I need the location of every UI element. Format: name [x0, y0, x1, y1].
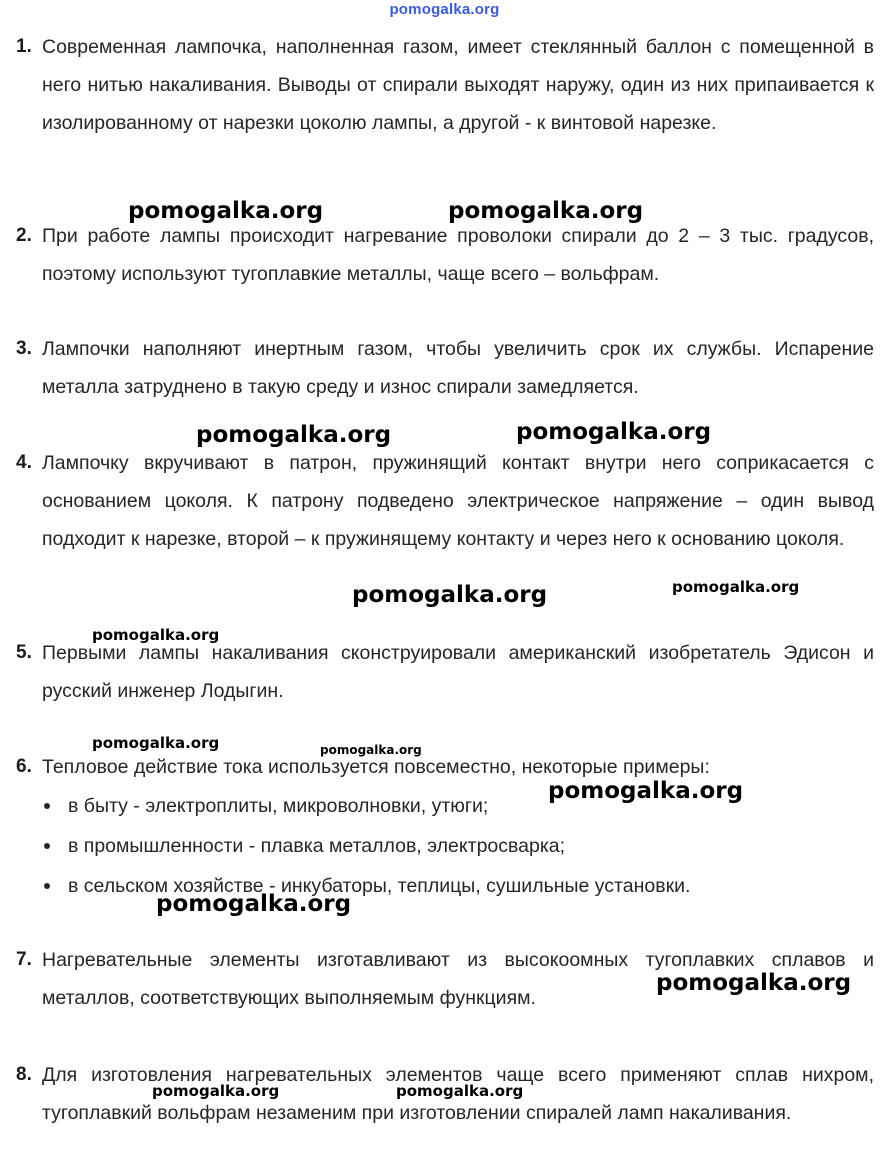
item-number: 5.	[16, 642, 32, 663]
watermark: pomogalka.org	[656, 970, 852, 996]
item-number: 1.	[16, 36, 32, 57]
item-text: Нагревательные элементы изготавливают из высокоомных тугоплавких сплавов и металлов, соответствующих выполняемым функциям.	[42, 949, 874, 1009]
watermark: pomogalka.org	[672, 578, 800, 596]
watermark: pomogalka.org	[352, 582, 548, 608]
item-number: 8.	[16, 1064, 32, 1085]
watermark: pomogalka.org	[396, 1082, 524, 1100]
watermark: pomogalka.org	[128, 198, 324, 224]
item-number: 2.	[16, 225, 32, 246]
item-text: Первыми лампы накаливания сконструировали американский изобретатель Эдисон и русский инженер Лодыгин.	[42, 642, 874, 702]
bullet-item: в промышленности - плавка металлов, электросварка;	[42, 826, 690, 866]
bullet-list	[42, 786, 690, 906]
watermark: pomogalka.org	[320, 743, 422, 757]
item-number: 4.	[16, 452, 32, 473]
item-text: Современная лампочка, наполненная газом, имеет стеклянный баллон с помещенной в него нитью накаливания. Выводы от спирали выходят наружу, один из них припаивается к изолированному от нарезки цоколю лампы, а другой - к винтовой нарезке.	[42, 36, 874, 134]
watermark: pomogalka.org	[92, 734, 220, 752]
item-text: Для изготовления нагревательных элементов чаще всего применяют сплав нихром, тугоплавкий вольфрам незаменим при изготовлении спиралей ламп накаливания.	[42, 1064, 874, 1124]
watermark: pomogalka.org	[156, 891, 352, 917]
bullet-item: в быту - электроплиты, микроволновки, утюги;	[42, 786, 690, 826]
watermark: pomogalka.org	[448, 198, 644, 224]
bullet-item: в сельском хозяйстве - инкубаторы, теплицы, сушильные установки.	[42, 866, 690, 906]
watermark: pomogalka.org	[196, 422, 392, 448]
watermark: pomogalka.org	[548, 778, 744, 804]
bullet-icon	[44, 843, 50, 849]
item-text: Лампочки наполняют инертным газом, чтобы увеличить срок их службы. Испарение металла затруднено в такую среду и износ спирали замедляется.	[42, 338, 874, 398]
watermark: pomogalka.org	[92, 626, 220, 644]
watermark: pomogalka.org	[152, 1082, 280, 1100]
bullet-icon	[44, 803, 50, 809]
item-number: 3.	[16, 338, 32, 359]
item-text: При работе лампы происходит нагревание проволоки спирали до 2 – 3 тыс. градусов, поэтому используют тугоплавкие металлы, чаще всего – вольфрам.	[42, 225, 874, 285]
item-text: Тепловое действие тока используется повсеместно, некоторые примеры:	[42, 756, 710, 778]
item-text: Лампочку вкручивают в патрон, пружинящий контакт внутри него соприкасается с основанием цоколя. К патрону подведено электрическое напряжение – один вывод подходит к нарезке, второй – к пружинящему контакту и через него к основанию цоколя.	[42, 452, 874, 550]
header-watermark: pomogalka.org	[389, 1, 500, 18]
bullet-icon	[44, 883, 50, 889]
item-number: 6.	[16, 756, 32, 777]
watermark: pomogalka.org	[516, 419, 712, 445]
item-number: 7.	[16, 949, 32, 970]
